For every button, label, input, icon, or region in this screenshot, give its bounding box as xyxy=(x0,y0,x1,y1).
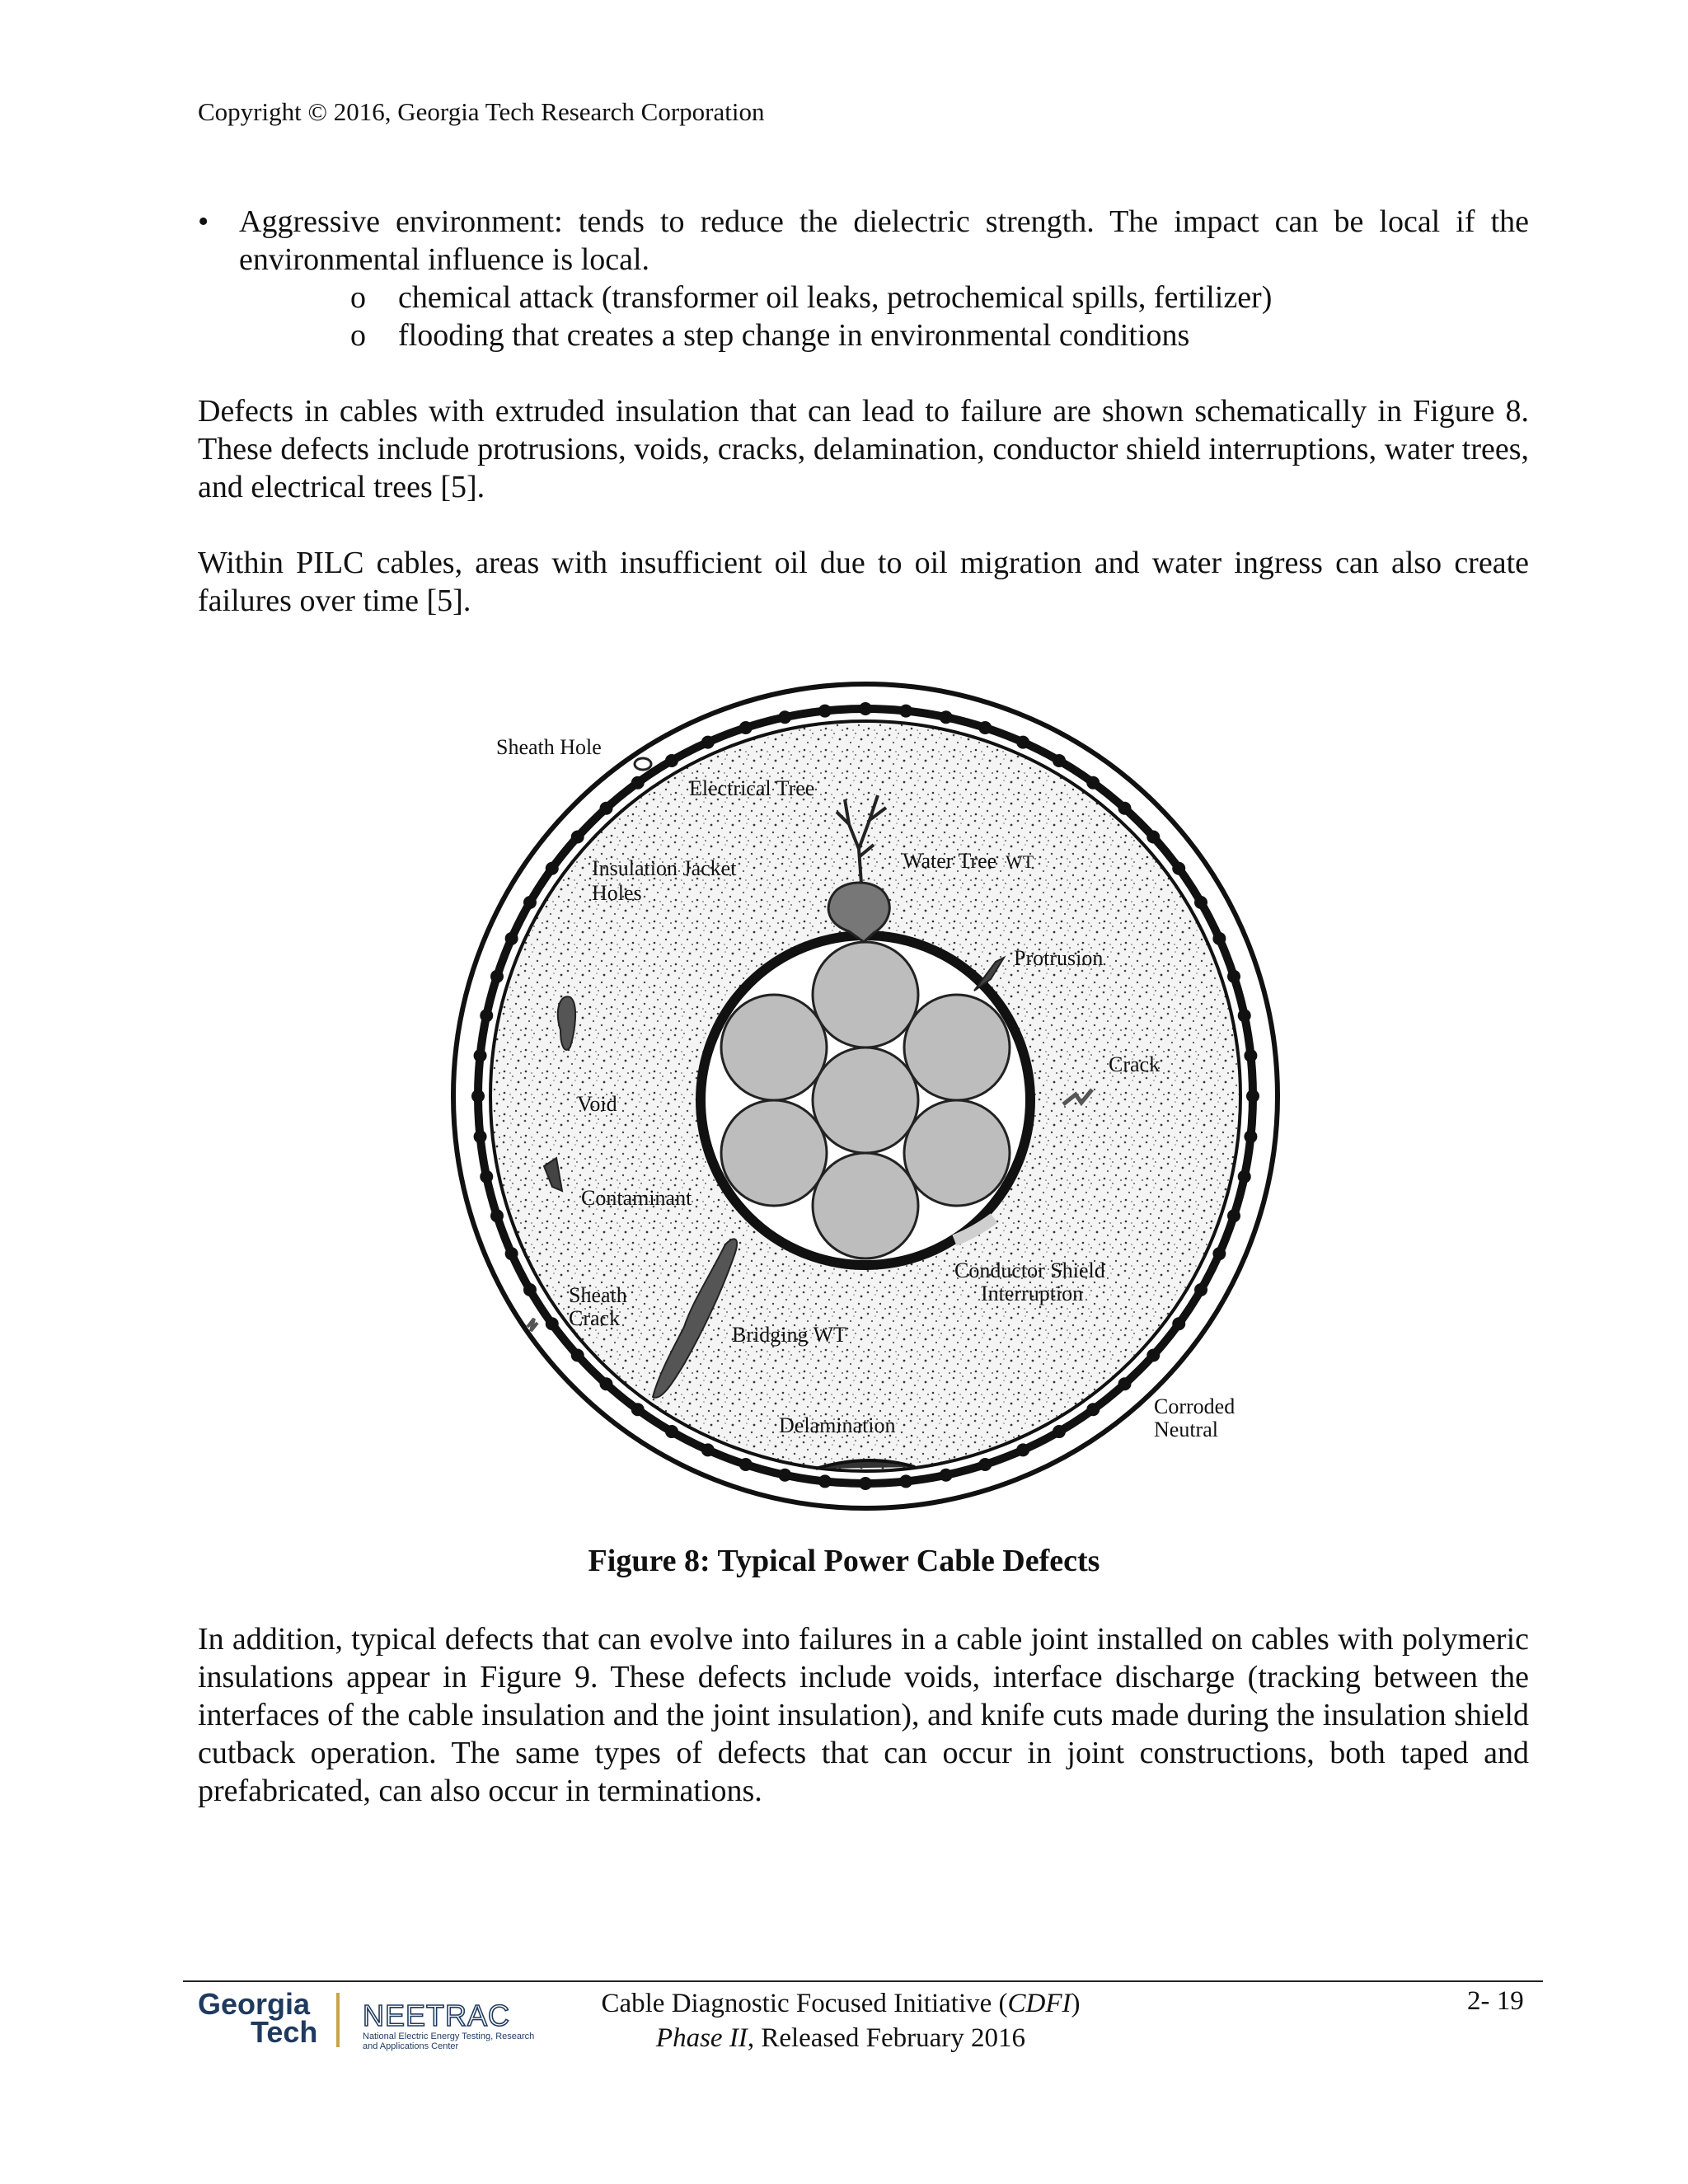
conductor-strand xyxy=(813,1047,918,1153)
label-sheath-hole: Sheath Hole xyxy=(496,735,602,759)
neutral-wire xyxy=(490,1209,504,1222)
footer-logos xyxy=(198,1986,560,2056)
neutral-wire xyxy=(480,1170,493,1183)
neutral-wire xyxy=(978,721,992,734)
conductor-strand xyxy=(721,1100,827,1206)
label-wt: WT xyxy=(1006,851,1034,872)
neutral-wire xyxy=(1146,831,1160,844)
conductor-strand xyxy=(813,1153,918,1258)
georgia-tech-neetrac-logo xyxy=(198,1986,560,2052)
neutral-wire xyxy=(480,1009,493,1022)
neutral-wire xyxy=(631,1403,645,1416)
neutral-wire xyxy=(1244,1049,1257,1062)
paragraph: Defects in cables with extruded insulation that can lead to failure are shown schematically in Figure 8. These defects include protrusions, voids, cracks, delamination, conductor shield interruptions, water trees, and electrical trees [5]. xyxy=(198,394,1529,504)
label-crack-2: Crack xyxy=(569,1306,621,1330)
logo-neetrac-sub1: National Electric Energy Testing, Research xyxy=(363,2032,535,2041)
neutral-wire xyxy=(1238,1170,1251,1183)
bullet-text: Aggressive environment: tends to reduce the dielectric strength. The impact can be local if the environmental influence is local. xyxy=(239,204,1529,277)
neutral-wire xyxy=(1146,1348,1160,1361)
sub-bullet-text: flooding that creates a step change in environmental conditions xyxy=(398,318,1190,353)
neutral-wire xyxy=(818,1474,832,1488)
label-water-tree: Water Tree xyxy=(903,849,997,873)
neutral-wire xyxy=(1118,802,1131,815)
logo-neetrac: NEETRAC xyxy=(363,1999,511,2032)
neutral-wire xyxy=(1227,1209,1240,1222)
neutral-wire xyxy=(1086,1403,1100,1416)
neutral-wire xyxy=(1194,1283,1207,1296)
label-corroded: Corroded xyxy=(1154,1394,1236,1418)
label-void: Void xyxy=(577,1092,617,1116)
neutral-wire xyxy=(505,1247,518,1260)
neutral-wire xyxy=(546,862,559,875)
neutral-wire xyxy=(899,705,912,718)
label-contaminant: Contaminant xyxy=(581,1186,692,1210)
copyright-header: Copyright © 2016, Georgia Tech Research Corporation xyxy=(198,97,765,126)
bullet-marker: • xyxy=(198,204,209,239)
label-delamination: Delamination xyxy=(779,1413,896,1437)
bullet-item xyxy=(198,203,1529,279)
label-protrusion: Protrusion xyxy=(1014,946,1104,970)
neutral-wire xyxy=(1118,1377,1131,1390)
neutral-wire xyxy=(471,1090,485,1103)
page-number: 2- 19 xyxy=(1467,1986,1524,2016)
logo-neetrac-sub2: and Applications Center xyxy=(363,2041,459,2051)
neutral-wire xyxy=(490,970,504,983)
neutral-wire xyxy=(665,1425,678,1438)
neutral-wire xyxy=(474,1130,487,1143)
neutral-wire xyxy=(859,702,872,715)
neutral-wire xyxy=(818,705,832,718)
logo-georgia: Georgia xyxy=(198,1987,311,2021)
sub-bullet-marker: o xyxy=(350,318,366,353)
neutral-wire xyxy=(546,1317,559,1330)
neutral-wire xyxy=(1016,736,1029,749)
neutral-wire xyxy=(778,1469,791,1482)
neutral-wire xyxy=(739,1458,753,1471)
label-conductor-shield: Conductor Shield xyxy=(954,1258,1105,1282)
neutral-wire xyxy=(739,721,753,734)
sub-bullet-marker: o xyxy=(350,280,366,315)
label-bridging-wt: Bridging WT xyxy=(732,1323,846,1347)
neutral-wire xyxy=(701,736,715,749)
neutral-wire xyxy=(523,1283,537,1296)
logo-tech: Tech xyxy=(251,2015,318,2049)
neutral-wire xyxy=(523,896,537,909)
label-sheath: Sheath xyxy=(569,1283,627,1307)
neutral-wire xyxy=(940,710,953,724)
label-interruption: Interruption xyxy=(981,1282,1084,1305)
neutral-wire xyxy=(1194,896,1207,909)
label-neutral: Neutral xyxy=(1154,1418,1218,1441)
neutral-wire xyxy=(899,1474,912,1488)
label-insulation-jacket: Insulation Jacket xyxy=(592,856,737,880)
neutral-wire xyxy=(778,710,791,724)
neutral-wire xyxy=(1053,754,1066,767)
neutral-wire xyxy=(1053,1425,1066,1438)
sub-bullet-item xyxy=(350,279,1272,316)
neutral-wire xyxy=(1244,1130,1257,1143)
footer-release: Phase II, Released February 2016 xyxy=(655,2023,1026,2053)
footer-divider xyxy=(183,1980,1543,1982)
neutral-wire xyxy=(1227,970,1240,983)
neutral-wire xyxy=(1172,1317,1185,1330)
sub-bullet-text: chemical attack (transformer oil leaks, petrochemical spills, fertilizer) xyxy=(398,280,1273,315)
neutral-wire xyxy=(859,1477,872,1490)
label-electrical-tree: Electrical Tree xyxy=(689,776,815,800)
neutral-wire xyxy=(1238,1009,1251,1022)
label-crack: Crack xyxy=(1109,1052,1160,1076)
neutral-wire xyxy=(474,1049,487,1062)
neutral-wire xyxy=(701,1443,715,1456)
neutral-wire xyxy=(571,831,584,844)
footer-title-block xyxy=(577,1986,1104,2055)
figure-caption: Figure 8: Typical Power Cable Defects xyxy=(588,1544,1100,1578)
neutral-wire xyxy=(505,932,518,945)
label-holes: Holes xyxy=(592,881,642,905)
neutral-wire xyxy=(1246,1090,1259,1103)
neutral-wire xyxy=(1212,1247,1226,1260)
sub-bullet-item xyxy=(350,316,1189,354)
conductor-strand xyxy=(813,942,918,1047)
logo-divider xyxy=(336,1993,340,2047)
conductor-strand xyxy=(904,1100,1010,1206)
neutral-wire xyxy=(1086,776,1100,790)
neutral-wire xyxy=(940,1469,953,1482)
neutral-wire xyxy=(978,1458,992,1471)
cable-cross-section-diagram xyxy=(437,668,1302,1516)
neutral-wire xyxy=(631,776,645,790)
sheath-hole-shape xyxy=(635,758,651,770)
neutral-wire xyxy=(665,754,678,767)
conductor-strand xyxy=(904,995,1010,1100)
paragraph: In addition, typical defects that can evolve into failures in a cable joint installed on cables with polymeric insulations appear in Figure 9. These defects include voids, interface discharge (tracking between the interfaces of the cable insulation and the joint insulation), and knife cuts made during the insulation shield cutback operation. The same types of defects that can occur in joint constructions, both taped and prefabricated, can also occur in terminations. xyxy=(198,1622,1529,1808)
neutral-wire xyxy=(1212,932,1226,945)
conductor-strand xyxy=(721,995,827,1100)
footer-title: Cable Diagnostic Focused Initiative (CDFI) xyxy=(601,1989,1081,2018)
neutral-wire xyxy=(1172,862,1185,875)
neutral-wire xyxy=(571,1348,584,1361)
neutral-wire xyxy=(1016,1443,1029,1456)
neutral-wire xyxy=(600,802,613,815)
paragraph: Within PILC cables, areas with insufficient oil due to oil migration and water ingress can also create failures over time [5]. xyxy=(198,546,1529,618)
neutral-wire xyxy=(600,1377,613,1390)
cable-defects-figure xyxy=(437,668,1302,1516)
